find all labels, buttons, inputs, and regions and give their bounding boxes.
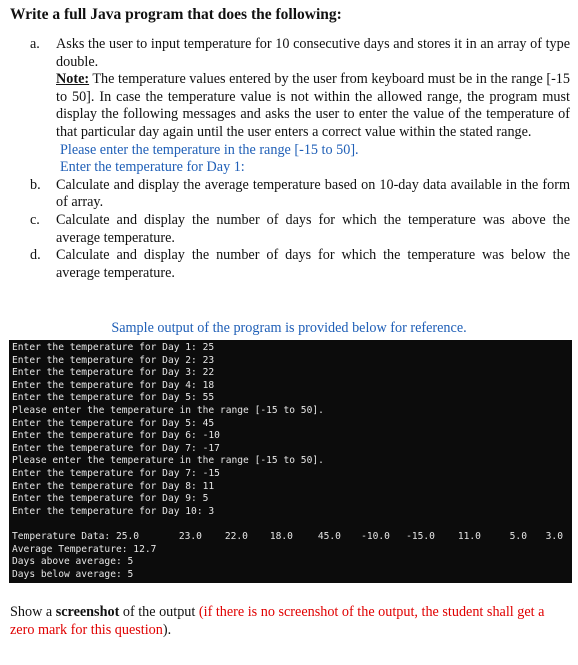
console-line: Enter the temperature for Day 2: 23 [12,354,215,366]
requirement-c-text: Calculate and display the number of days for which the temperature was above the average temperature. [56,211,570,246]
temperature-value: 23.0 [178,530,202,542]
console-line: Enter the temperature for Day 7: -17 [12,442,220,454]
console-line: Enter the temperature for Day 1: 25 [12,342,215,353]
list-marker: b. [30,176,41,193]
requirement-d [30,247,570,282]
assignment-heading: Write a full Java program that does the following: [10,6,342,23]
console-line: Enter the temperature for Day 5: 45 [12,417,215,429]
range-error-message: Please enter the temperature in the range [-15 to 50]. [60,141,359,158]
temperature-value: -15.0 [406,530,435,542]
footer-bold: screenshot [55,604,120,620]
temperature-values [116,531,563,544]
temperature-value: -10.0 [361,530,390,542]
temperature-value: 3.0 [545,530,563,542]
console-line: Enter the temperature for Day 5: 55 [12,392,215,404]
list-marker: a. [30,36,40,52]
temperature-value: 11.0 [457,530,481,542]
console-line: Enter the temperature for Day 6: -10 [12,430,220,442]
temperature-data-label: Temperature Data: [12,530,116,542]
screenshot-instruction [10,603,570,639]
note-label: Note: [56,71,90,88]
note-text: The temperature values entered by the user from keyboard must be in the range [-15 to 50]. In case the temperature value is not within the allowed range, the program must display the following messages and asks the user to enter the value of the temperature of that particular day again until the user enters a correct value within the stated range. [56,71,570,140]
console-line: Please enter the temperature in the range [-15 to 50]. [12,404,324,416]
console-summary-line: Average Temperature: 12.7 [12,543,157,555]
temperature-value: 22.0 [224,530,248,542]
footer-pre: Show a [10,604,56,620]
console-blank-line [12,518,569,531]
console-line: Enter the temperature for Day 7: -15 [12,467,220,479]
console-line: Please enter the temperature in the range [-15 to 50]. [12,455,324,467]
requirement-a [30,36,570,177]
list-marker: c. [30,211,40,228]
requirements-list [30,36,570,282]
temperature-value: 25.0 [115,530,140,542]
list-marker: d. [30,247,41,264]
requirement-b [30,177,570,212]
console-line: Enter the temperature for Day 3: 22 [12,367,215,379]
requirement-a-text: Asks the user to input temperature for 10 consecutive days and stores it in an array of type double. [56,36,570,70]
temperature-value: 45.0 [317,530,341,542]
requirement-a-note [56,71,570,141]
re-enter-prompt: Enter the temperature for Day 1: [60,159,245,176]
temperature-value: 18.0 [269,530,293,542]
console-line: Enter the temperature for Day 9: 5 [12,493,209,505]
temperature-data-line [12,531,569,544]
console-summary-line: Days below average: 5 [12,568,134,580]
footer-post: ). [162,622,172,638]
requirement-c [30,212,570,247]
console-line: Enter the temperature for Day 4: 18 [12,379,215,391]
temperature-value: 5.0 [509,530,527,542]
footer-warning: (if there is no screenshot of the output, the student shall get a zero mark for this question [10,604,545,638]
console-line: Enter the temperature for Day 10: 3 [12,505,215,517]
console-summary-lines [12,544,569,582]
console-output-screenshot [9,340,572,583]
console-line: Enter the temperature for Day 8: 11 [12,480,215,492]
sample-output-caption: Sample output of the program is provided below for reference. [111,320,467,336]
footer-mid: of the output [119,604,199,620]
console-input-lines [12,342,569,518]
requirement-b-text: Calculate and display the average temperature based on 10-day data available in the form of array. [56,176,570,211]
console-summary-line: Days above average: 5 [12,556,134,568]
requirement-d-text: Calculate and display the number of days for which the temperature was below the average temperature. [56,247,570,281]
